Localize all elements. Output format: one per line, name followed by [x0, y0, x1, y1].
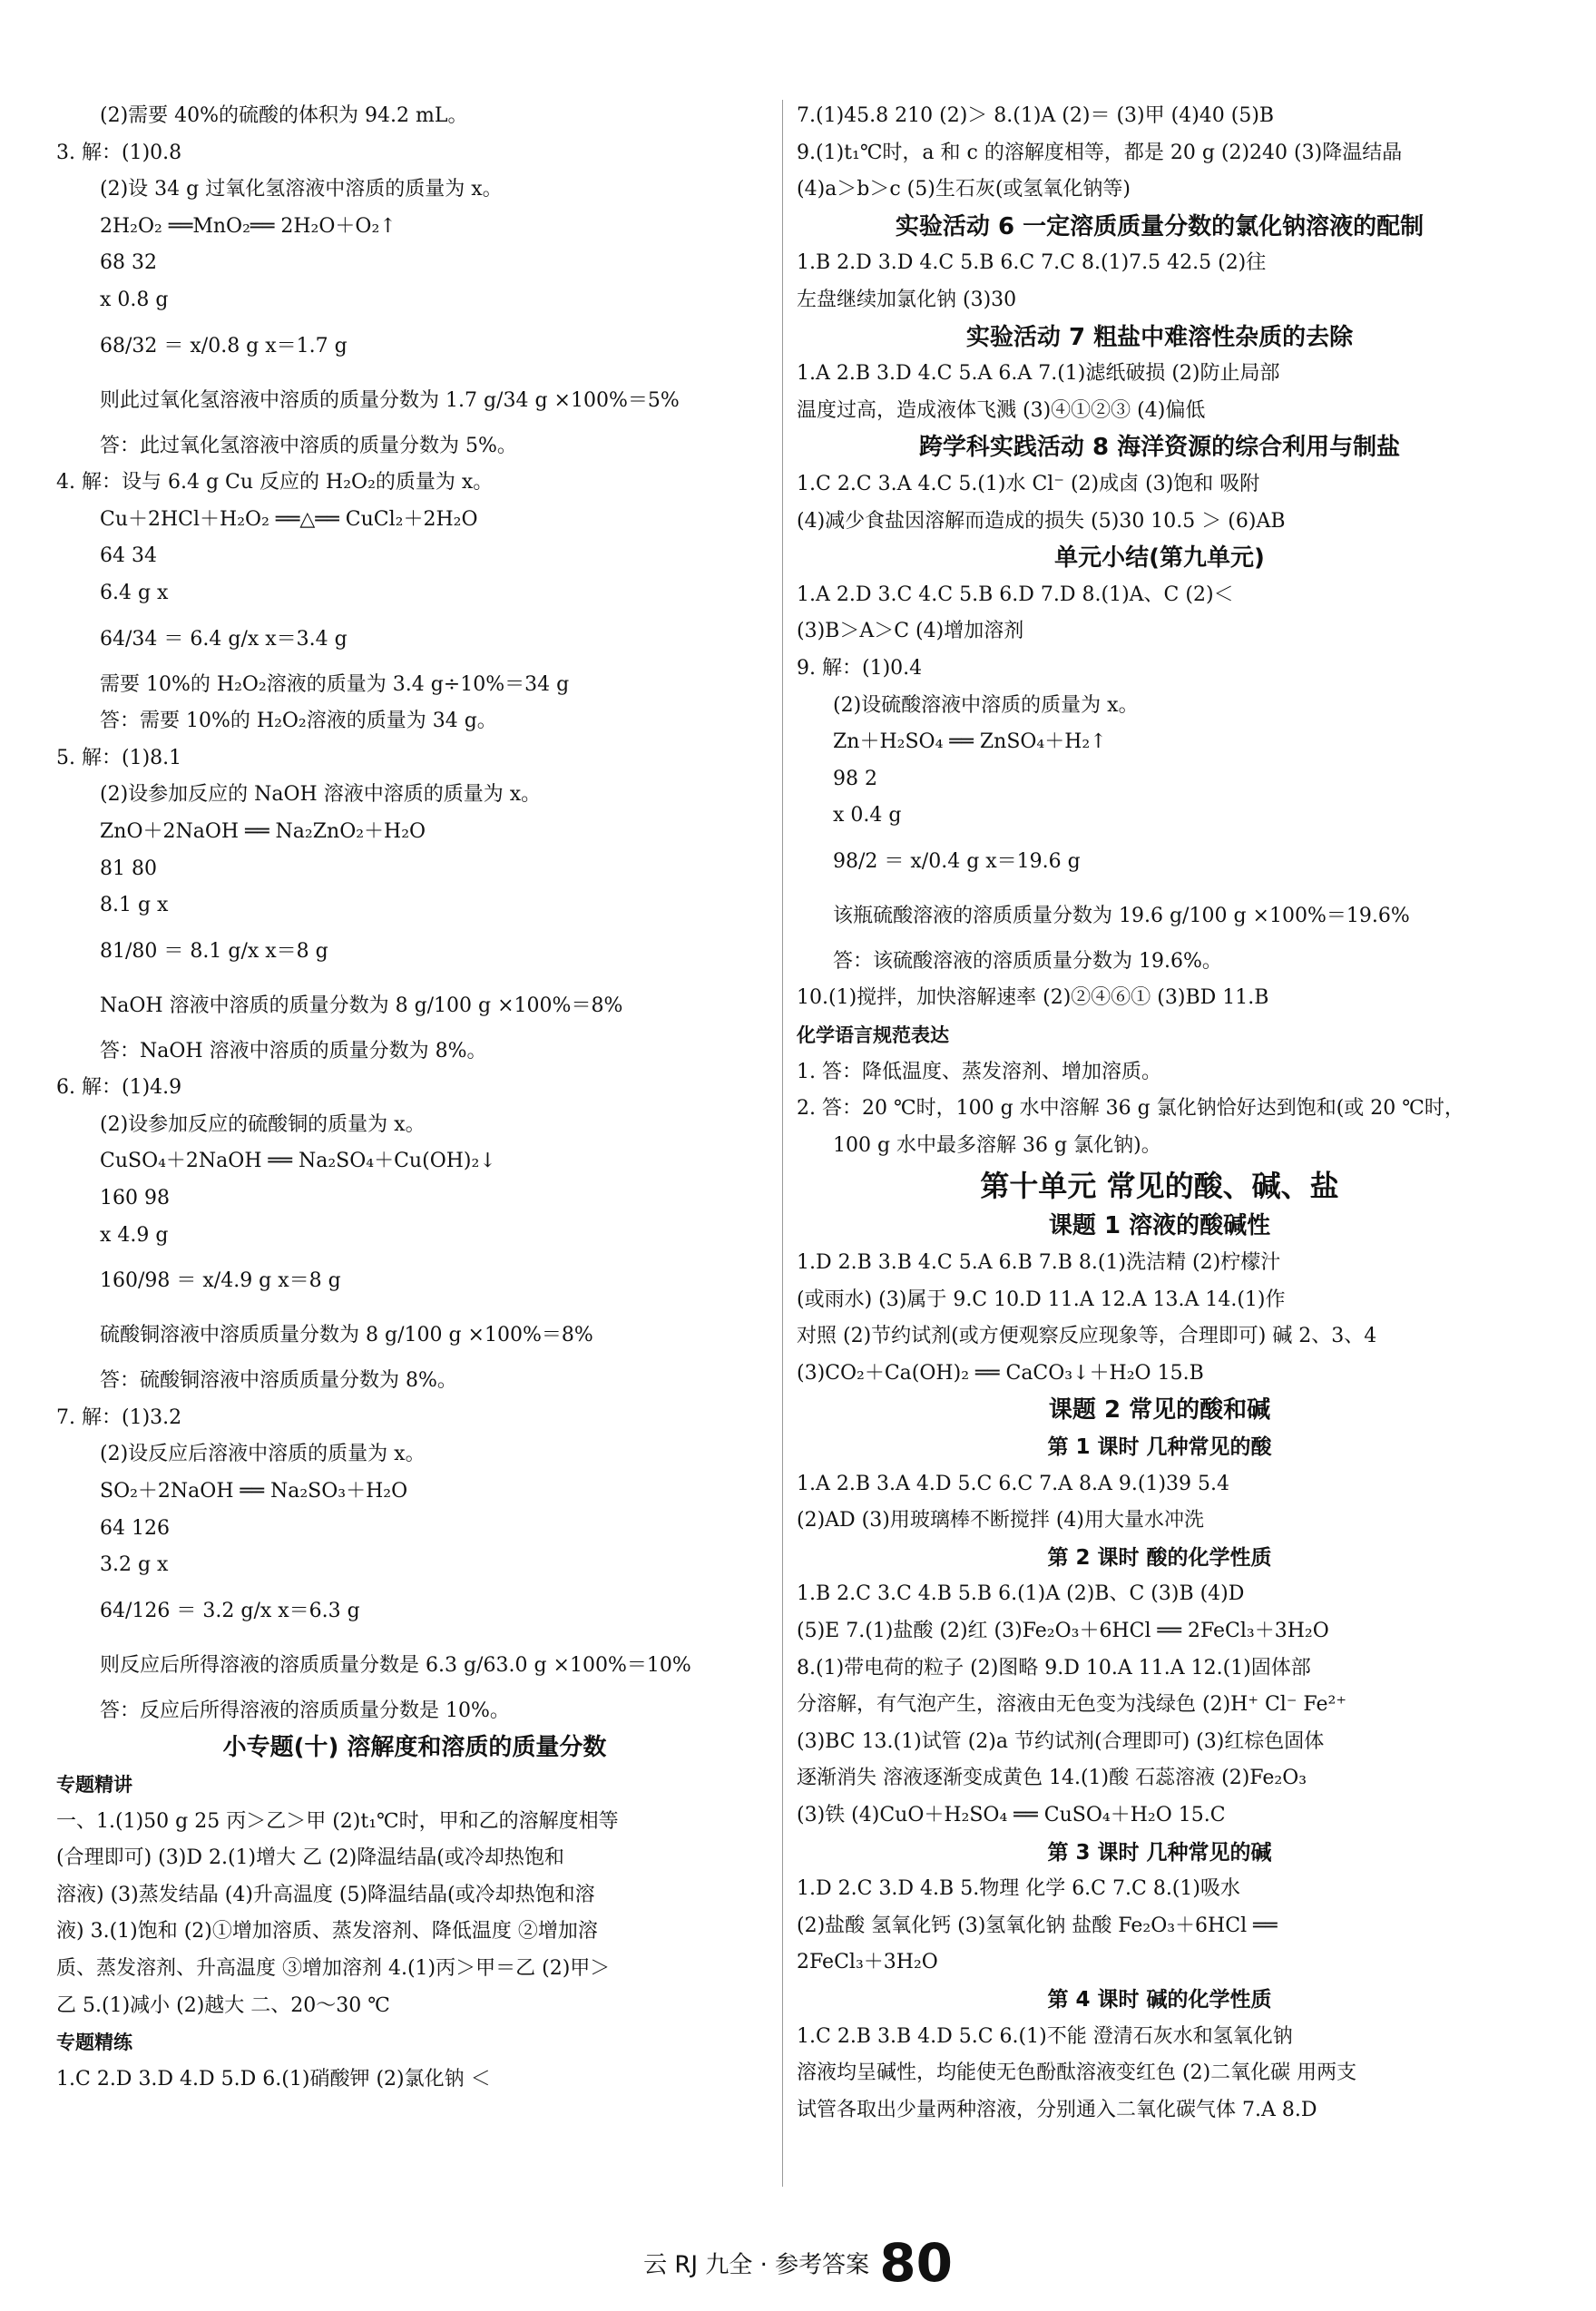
left-line: 答：此过氧化氢溶液中溶质的质量分数为 5%。 [100, 434, 517, 457]
right-line: (或雨水) (3)属于 9.C 10.D 11.A 12.A 13.A 14.(1)作 [797, 1288, 1286, 1311]
right-line: 98/2 ＝ x/0.4 g x＝19.6 g [833, 849, 1081, 873]
left-line: (2)设参加反应的硫酸铜的质量为 x。 [100, 1112, 426, 1136]
left-line: 答：NaOH 溶液中溶质的质量分数为 8%。 [100, 1039, 487, 1062]
right-line: 9. 解：(1)0.4 [797, 656, 923, 680]
left-column [56, 98, 773, 2098]
left-line: 160 98 [100, 1187, 170, 1210]
right-line: 1.A 2.B 3.A 4.D 5.C 6.C 7.A 8.A 9.(1)39 5.4 [797, 1472, 1230, 1495]
right-line: 9.(1)t₁℃时，a 和 c 的溶解度相等，都是 20 g (2)240 (3)降温结晶 [797, 141, 1403, 164]
left-line: 2H₂O₂ ══MnO₂══ 2H₂O＋O₂↑ [100, 214, 397, 238]
right-line: 98 2 [833, 767, 877, 790]
left-line: 答：硫酸铜溶液中溶质质量分数为 8%。 [100, 1369, 457, 1393]
right-line: 1.C 2.C 3.A 4.C 5.(1)水 Cl⁻ (2)成卤 (3)饱和 吸附 [797, 472, 1260, 495]
right-line: 对照 (2)节约试剂(或方便观察反应现象等，合理即可) 碱 2、3、4 [797, 1325, 1377, 1348]
left-line: 3. 解：(1)0.8 [56, 141, 182, 164]
left-line: 专题精练 [56, 2032, 132, 2054]
right-line: 第 2 课时 酸的化学性质 [1047, 1545, 1272, 1570]
right-line: 1.B 2.C 3.C 4.B 5.B 6.(1)A (2)B、C (3)B (4)D [797, 1582, 1245, 1606]
right-line: 跨学科实践活动 8 海洋资源的综合利用与制盐 [918, 434, 1401, 462]
left-line: 答：反应后所得溶液的溶质质量分数是 10%。 [100, 1699, 510, 1722]
right-line: 1.B 2.D 3.D 4.C 5.B 6.C 7.C 8.(1)7.5 42.5 (2)往 [797, 251, 1267, 275]
left-line: 160/98 ＝ x/4.9 g x＝8 g [100, 1269, 341, 1293]
right-line: 答：该硫酸溶液的溶质质量分数为 19.6%。 [833, 949, 1222, 973]
right-line: 课题 1 溶液的酸碱性 [1048, 1212, 1271, 1240]
left-line: (2)设参加反应的 NaOH 溶液中溶质的质量为 x。 [100, 783, 542, 807]
left-line: 4. 解：设与 6.4 g Cu 反应的 H₂O₂的质量为 x。 [56, 471, 494, 495]
right-line: 试管各取出少量两种溶液，分别通入二氧化碳气体 7.A 8.D [797, 2098, 1317, 2121]
left-line: 乙 5.(1)减小 (2)越大 二、20～30 ℃ [56, 1993, 390, 2017]
right-line: (2)盐酸 氢氧化钙 (3)氢氧化钠 盐酸 Fe₂O₃＋6HCl ══ [797, 1914, 1278, 1937]
right-line: x 0.4 g [833, 804, 902, 827]
right-line: 8.(1)带电荷的粒子 (2)图略 9.D 10.A 11.A 12.(1)固体部 [797, 1656, 1311, 1679]
right-column [797, 98, 1523, 2129]
left-line: ZnO＋2NaOH ══ Na₂ZnO₂＋H₂O [100, 819, 426, 843]
right-line: 100 g 水中最多溶解 36 g 氯化钠)。 [833, 1133, 1161, 1157]
right-line: (2)AD (3)用玻璃棒不断搅拌 (4)用大量水冲洗 [797, 1509, 1205, 1533]
right-line: 溶液均呈碱性，均能使无色酚酞溶液变红色 (2)二氧化碳 用两支 [797, 2061, 1357, 2085]
right-line: 1.D 2.C 3.D 4.B 5.物理 化学 6.C 7.C 8.(1)吸水 [797, 1877, 1240, 1901]
right-line: 分溶解，有气泡产生，溶液由无色变为浅绿色 (2)H⁺ Cl⁻ Fe²⁺ [797, 1693, 1346, 1717]
right-line: 左盘继续加氯化钠 (3)30 [797, 288, 1017, 311]
left-line: 81/80 ＝ 8.1 g/x x＝8 g [100, 939, 328, 963]
left-line: 5. 解：(1)8.1 [56, 746, 182, 769]
right-line: (3)CO₂＋Ca(OH)₂ ══ CaCO₃↓＋H₂O 15.B [797, 1361, 1204, 1385]
right-line: 1.C 2.B 3.B 4.D 5.C 6.(1)不能 澄清石灰水和氢氧化钠 [797, 2024, 1293, 2048]
right-line: 该瓶硫酸溶液的溶质质量分数为 19.6 g/100 g ×100%＝19.6% [833, 904, 1410, 927]
right-line: (4)a＞b＞c (5)生石灰(或氢氧化钠等) [797, 178, 1131, 201]
left-line: (2)设 34 g 过氧化氢溶液中溶质的质量为 x。 [100, 178, 503, 201]
left-line: 64/34 ＝ 6.4 g/x x＝3.4 g [100, 627, 348, 651]
left-line: 则此过氧化氢溶液中溶质的质量分数为 1.7 g/34 g ×100%＝5% [100, 388, 680, 412]
left-line: 68 32 [100, 251, 157, 275]
left-line: 3.2 g x [100, 1553, 169, 1577]
left-line: 专题精讲 [56, 1774, 132, 1796]
left-line: 硫酸铜溶液中溶质质量分数为 8 g/100 g ×100%＝8% [100, 1324, 593, 1347]
left-line: 8.1 g x [100, 894, 169, 917]
right-line: 2. 答：20 ℃时，100 g 水中溶解 36 g 氯化钠恰好达到饱和(或 20 ℃时， [797, 1097, 1464, 1121]
left-line: CuSO₄＋2NaOH ══ Na₂SO₄＋Cu(OH)₂↓ [100, 1150, 496, 1173]
right-line: (3)铁 (4)CuO＋H₂SO₄ ══ CuSO₄＋H₂O 15.C [797, 1803, 1226, 1826]
right-line: 7.(1)45.8 210 (2)＞ 8.(1)A (2)＝ (3)甲 (4)40 (5)B [797, 104, 1275, 127]
left-line: 6. 解：(1)4.9 [56, 1076, 182, 1100]
page-footer [0, 2232, 1596, 2294]
left-line: 64 126 [100, 1516, 170, 1540]
left-line: 81 80 [100, 857, 157, 880]
left-line: 64/126 ＝ 3.2 g/x x＝6.3 g [100, 1599, 360, 1622]
page-number: 80 [879, 2232, 953, 2294]
left-line: 小专题(十) 溶解度和溶质的质量分数 [222, 1734, 607, 1762]
right-line: (5)E 7.(1)盐酸 (2)红 (3)Fe₂O₃＋6HCl ══ 2FeCl₃＋3H₂O [797, 1619, 1329, 1642]
right-line: (2)设硫酸溶液中溶质的质量为 x。 [833, 693, 1139, 717]
right-line: 1.D 2.B 3.B 4.C 5.A 6.B 7.B 8.(1)洗洁精 (2)柠檬汁 [797, 1251, 1281, 1275]
left-line: (2)设反应后溶液中溶质的质量为 x。 [100, 1443, 426, 1466]
footer-text: 云 RJ 九全 · 参考答案 [643, 2251, 870, 2279]
right-line: 第十单元 常见的酸、碱、盐 [980, 1169, 1339, 1204]
right-line: 逐渐消失 溶液逐渐变成黄色 14.(1)酸 石蕊溶液 (2)Fe₂O₃ [797, 1767, 1307, 1790]
left-line: SO₂＋2NaOH ══ Na₂SO₃＋H₂O [100, 1480, 408, 1503]
right-line: 温度过高，造成液体飞溅 (3)④①②③ (4)偏低 [797, 398, 1206, 422]
right-line: 2FeCl₃＋3H₂O [797, 1951, 938, 1974]
right-line: Zn＋H₂SO₄ ══ ZnSO₄＋H₂↑ [833, 730, 1107, 754]
right-line: 实验活动 7 粗盐中难溶性杂质的去除 [965, 323, 1354, 351]
column-divider [782, 100, 783, 2187]
left-line: (合理即可) (3)D 2.(1)增大 乙 (2)降温结晶(或冷却热饱和 [56, 1846, 564, 1870]
right-line: 单元小结(第九单元) [1054, 544, 1265, 573]
right-line: 课题 2 常见的酸和碱 [1048, 1396, 1271, 1425]
right-line: 1.A 2.B 3.D 4.C 5.A 6.A 7.(1)滤纸破损 (2)防止局部 [797, 362, 1280, 386]
left-line: NaOH 溶液中溶质的质量分数为 8 g/100 g ×100%＝8% [100, 994, 623, 1017]
right-line: (3)BC 13.(1)试管 (2)a 节约试剂(合理即可) (3)红棕色固体 [797, 1729, 1325, 1753]
right-line: 第 3 课时 几种常见的碱 [1047, 1840, 1272, 1865]
left-line: 答：需要 10%的 H₂O₂溶液的质量为 34 g。 [100, 710, 497, 733]
left-line: 液) 3.(1)饱和 (2)①增加溶质、蒸发溶剂、降低温度 ②增加溶 [56, 1920, 598, 1944]
right-line: (4)减少食盐因溶解而造成的损失 (5)30 10.5 ＞ (6)AB [797, 509, 1286, 533]
right-line: 1. 答：降低温度、蒸发溶剂、增加溶质。 [797, 1060, 1161, 1083]
right-line: 1.A 2.D 3.C 4.C 5.B 6.D 7.D 8.(1)A、C (2)＜ [797, 583, 1234, 606]
left-line: 则反应后所得溶液的溶质质量分数是 6.3 g/63.0 g ×100%＝10% [100, 1653, 691, 1677]
right-line: (3)B＞A＞C (4)增加溶剂 [797, 620, 1024, 643]
left-line: Cu＋2HCl＋H₂O₂ ══△══ CuCl₂＋2H₂O [100, 507, 478, 531]
left-line: (2)需要 40%的硫酸的体积为 94.2 mL。 [100, 104, 468, 127]
left-line: 68/32 ＝ x/0.8 g x＝1.7 g [100, 334, 348, 357]
right-line: 第 4 课时 碱的化学性质 [1047, 1987, 1272, 2012]
left-line: x 4.9 g [100, 1223, 169, 1247]
left-line: x 0.8 g [100, 288, 169, 311]
left-line: 7. 解：(1)3.2 [56, 1405, 182, 1429]
right-line: 化学语言规范表达 [797, 1024, 949, 1047]
left-line: 64 34 [100, 544, 157, 568]
left-line: 6.4 g x [100, 581, 169, 604]
left-line: 1.C 2.D 3.D 4.D 5.D 6.(1)硝酸钾 (2)氯化钠 ＜ [56, 2067, 491, 2091]
right-line: 实验活动 6 一定溶质质量分数的氯化钠溶液的配制 [895, 212, 1425, 240]
right-line: 10.(1)搅拌，加快溶解速率 (2)②④⑥① (3)BD 11.B [797, 986, 1269, 1010]
left-line: 需要 10%的 H₂O₂溶液的质量为 3.4 g÷10%＝34 g [100, 672, 570, 696]
right-line: 第 1 课时 几种常见的酸 [1047, 1435, 1272, 1459]
left-line: 一、1.(1)50 g 25 丙＞乙＞甲 (2)t₁℃时，甲和乙的溶解度相等 [56, 1809, 619, 1833]
left-line: 质、蒸发溶剂、升高温度 ③增加溶剂 4.(1)丙＞甲＝乙 (2)甲＞ [56, 1956, 611, 1980]
left-line: 溶液) (3)蒸发结晶 (4)升高温度 (5)降温结晶(或冷却热饱和溶 [56, 1883, 595, 1906]
